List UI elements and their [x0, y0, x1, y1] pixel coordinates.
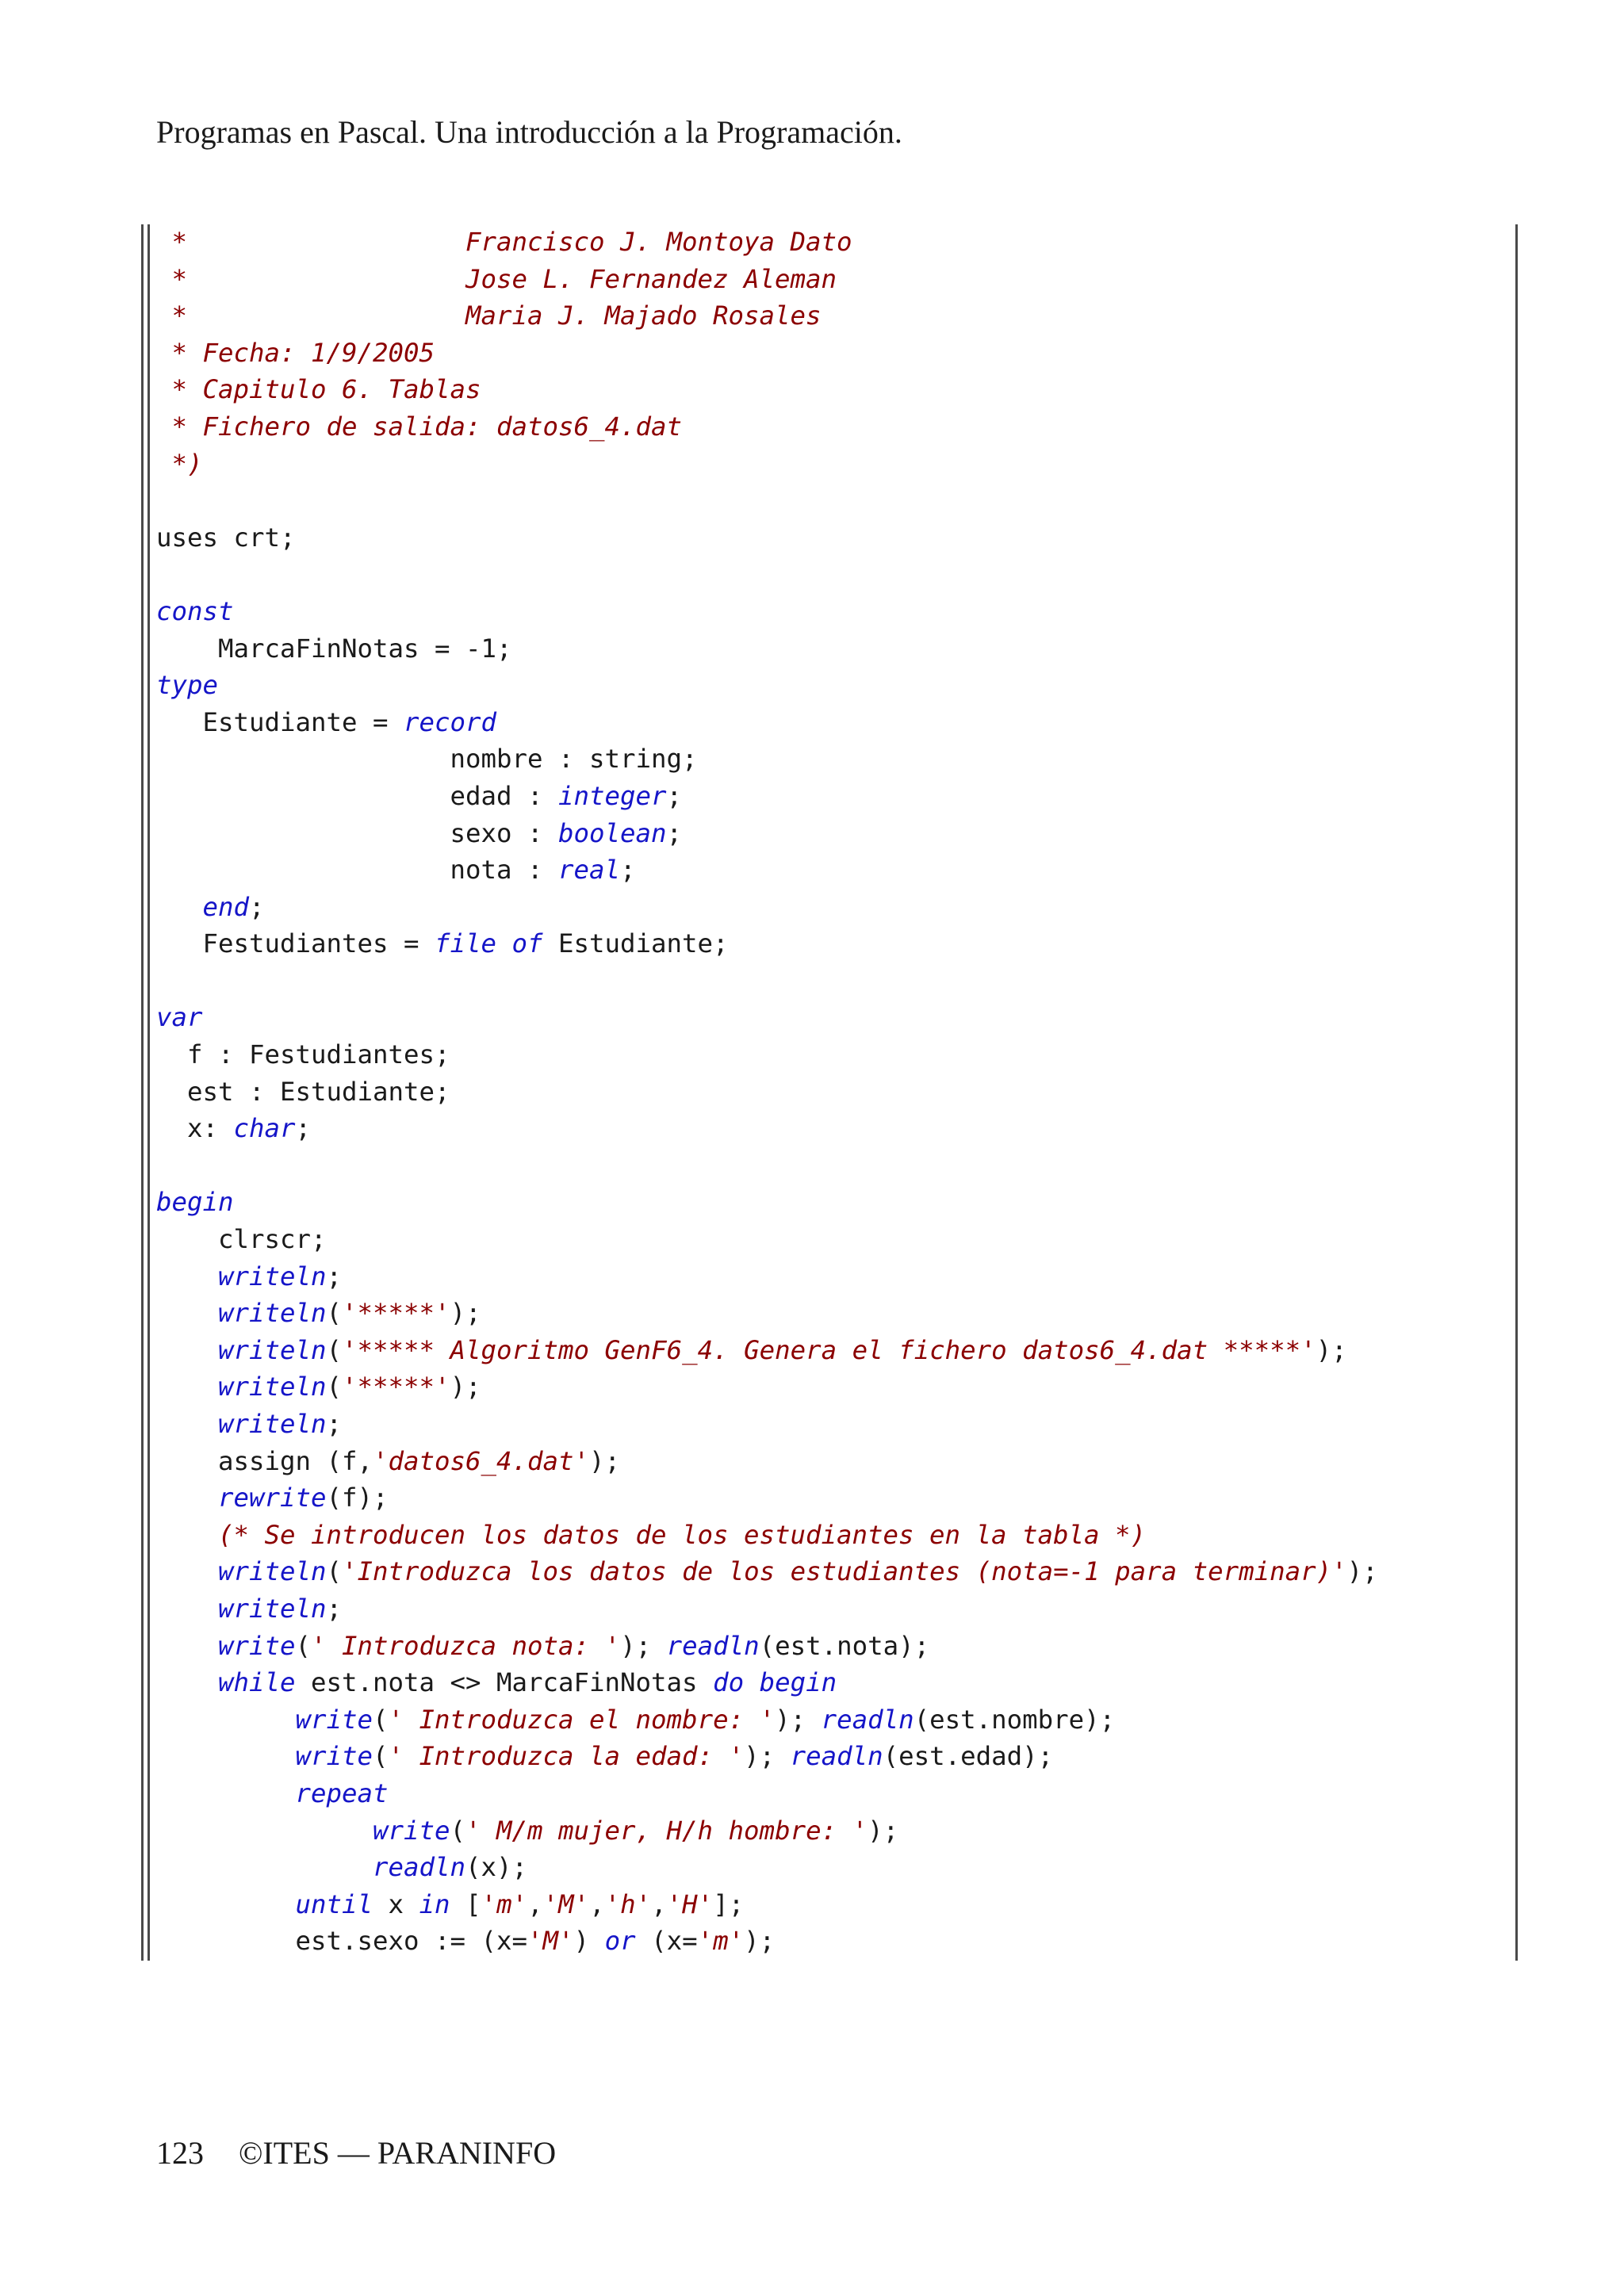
code-token: write [295, 1741, 373, 1772]
code-token: ( [450, 1815, 466, 1846]
code-token: nombre : string; [156, 744, 698, 775]
code-token: ( [295, 1630, 312, 1661]
code-token: ); [589, 1445, 621, 1476]
code-token: , [589, 1888, 605, 1919]
code-token: ; [620, 855, 636, 886]
code-line [156, 1923, 1378, 1960]
code-token: f : Festudiantes; [156, 1039, 450, 1070]
code-line [156, 740, 1378, 778]
code-token: writeln [218, 1409, 327, 1439]
code-token: edad : [156, 780, 559, 811]
code-token: x [373, 1888, 419, 1919]
code-line [156, 1295, 1378, 1332]
code-token: type [156, 670, 219, 701]
code-token [156, 1594, 218, 1624]
code-token: ( [326, 1298, 343, 1329]
code-token: ; [326, 1261, 343, 1292]
code-token: readln [373, 1852, 466, 1883]
code-line [156, 1479, 1378, 1517]
code-line [156, 1073, 1378, 1111]
code-line [156, 482, 1378, 519]
code-token: clrscr; [156, 1224, 327, 1255]
code-token: ( [326, 1334, 343, 1365]
code-token: 'Introduzca los datos de los estudiantes (nota=-1 para terminar)' [342, 1556, 1347, 1587]
code-token: uses crt; [156, 522, 296, 553]
code-token: begin [156, 1187, 234, 1218]
code-line [156, 1664, 1378, 1701]
code-token [156, 1556, 218, 1586]
code-token: ( [373, 1704, 389, 1735]
code-token: (est.edad); [883, 1741, 1054, 1772]
code-token: Estudiante = [156, 706, 404, 737]
code-token: write [295, 1704, 373, 1735]
code-token: writeln [218, 1593, 327, 1624]
code-token [156, 1298, 218, 1328]
code-token: 'H' [666, 1888, 714, 1919]
code-token: readln [790, 1741, 883, 1772]
code-token: ); [744, 1926, 776, 1957]
code-line [156, 1517, 1378, 1554]
code-token [156, 1372, 218, 1402]
code-token: ; [326, 1593, 343, 1624]
code-token: in [419, 1888, 450, 1919]
code-token: * Capitulo 6. Tablas [156, 374, 481, 405]
code-token [156, 1409, 218, 1439]
code-token: *) [156, 448, 203, 479]
code-token: boolean [558, 817, 667, 848]
code-token: est : Estudiante; [156, 1076, 450, 1107]
code-token: writeln [218, 1334, 327, 1365]
code-token: * Fecha: 1/9/2005 [156, 337, 435, 368]
code-line [156, 704, 1378, 741]
code-token: 'M' [542, 1888, 590, 1919]
code-token: ; [666, 780, 683, 811]
code-token: Festudiantes = [156, 928, 435, 959]
code-token: ); [1316, 1334, 1347, 1365]
code-token: ) [573, 1926, 605, 1957]
code-token: until [295, 1888, 373, 1919]
code-token: ' Introduzca nota: ' [311, 1630, 621, 1661]
code-line [156, 261, 1378, 298]
code-line [156, 851, 1378, 889]
code-token: integer [558, 780, 667, 811]
code-token [156, 1741, 296, 1771]
code-token: nota : [156, 855, 559, 886]
code-token [156, 1778, 296, 1808]
code-token: , [527, 1888, 543, 1919]
code-line [156, 778, 1378, 815]
code-token: , [651, 1888, 667, 1919]
code-token [156, 1631, 218, 1661]
code-line [156, 519, 1378, 557]
code-token: while [218, 1667, 296, 1698]
code-line [156, 371, 1378, 408]
code-line [156, 999, 1378, 1036]
page-number: 123 [156, 2135, 204, 2171]
code-token: (est.nota); [759, 1630, 930, 1661]
code-token [156, 1852, 373, 1882]
code-line [156, 1406, 1378, 1443]
code-token: est.sexo := (x= [156, 1926, 528, 1957]
code-token [156, 1261, 218, 1292]
code-token: writeln [218, 1298, 327, 1329]
code-token: * Jose L. Fernandez Aleman [156, 263, 837, 294]
code-line [156, 1147, 1378, 1184]
code-token: ); [868, 1815, 899, 1846]
code-line [156, 1184, 1378, 1221]
code-token: (f); [326, 1483, 389, 1513]
code-token: '*****' [342, 1298, 450, 1329]
code-line [156, 1368, 1378, 1406]
code-token: ; [295, 1113, 312, 1144]
code-token: const [156, 595, 234, 626]
code-line [156, 556, 1378, 593]
code-token: ( [326, 1372, 343, 1402]
code-token: do begin [713, 1667, 837, 1698]
code-token: ( [326, 1556, 343, 1587]
code-token: file of [435, 928, 543, 959]
code-token: ; [326, 1409, 343, 1439]
code-listing [156, 224, 1378, 1960]
code-token: assign (f, [156, 1445, 373, 1476]
code-line [156, 889, 1378, 926]
code-frame-left-rule [141, 224, 144, 1961]
code-token: char [233, 1113, 296, 1144]
code-line [156, 1036, 1378, 1073]
copyright-notice: ©ITES — PARANINFO [239, 2135, 557, 2171]
code-token: x: [156, 1113, 234, 1144]
code-token: end [202, 891, 250, 922]
code-token: ); [450, 1298, 481, 1329]
code-token: repeat [295, 1777, 389, 1808]
code-line [156, 297, 1378, 335]
code-token: ' Introduzca el nombre: ' [388, 1704, 776, 1735]
code-token: ' M/m mujer, H/h hombre: ' [465, 1815, 868, 1846]
page-footer [156, 2134, 556, 2172]
code-token: ]; [713, 1888, 745, 1919]
code-line [156, 408, 1378, 446]
code-line [156, 962, 1378, 1000]
code-line [156, 224, 1378, 261]
code-token [156, 1483, 218, 1513]
code-token: or [604, 1926, 636, 1957]
code-token: (* Se introducen los datos de los estudiantes en la tabla *) [156, 1519, 1147, 1550]
code-token: * Francisco J. Montoya Dato [156, 227, 852, 257]
code-line [156, 1775, 1378, 1812]
code-token: '***** Algoritmo GenF6_4. Genera el fichero datos6_4.dat *****' [342, 1334, 1316, 1365]
code-token [156, 892, 203, 922]
code-token: var [156, 1002, 203, 1033]
code-line [156, 1849, 1378, 1886]
code-token [156, 1667, 218, 1697]
code-line [156, 667, 1378, 704]
code-token: write [218, 1630, 296, 1661]
code-token: ); [1346, 1556, 1378, 1587]
code-token: ( [373, 1741, 389, 1772]
code-token: MarcaFinNotas = -1; [156, 633, 512, 664]
code-token: (est.nombre); [914, 1704, 1116, 1735]
code-line [156, 815, 1378, 852]
code-token: sexo : [156, 817, 559, 848]
code-token: write [373, 1815, 450, 1846]
running-header: Programas en Pascal. Una introducción a la Programación. [156, 114, 902, 150]
code-token: est.nota <> MarcaFinNotas [295, 1667, 714, 1698]
code-line [156, 1110, 1378, 1147]
code-token: 'M' [527, 1926, 574, 1957]
code-token: 'h' [604, 1888, 652, 1919]
code-token: (x= [635, 1926, 698, 1957]
code-line [156, 335, 1378, 372]
code-line [156, 446, 1378, 483]
code-token: readln [666, 1630, 760, 1661]
code-line [156, 1628, 1378, 1665]
code-token [156, 1705, 296, 1735]
code-token: 'm' [697, 1926, 745, 1957]
code-token: ); [744, 1741, 791, 1772]
code-token: '*****' [342, 1372, 450, 1402]
code-token [156, 1816, 373, 1846]
code-token: real [558, 855, 621, 886]
code-token: ); [620, 1630, 667, 1661]
code-token: rewrite [218, 1483, 327, 1513]
code-line [156, 1221, 1378, 1258]
code-token: ' Introduzca la edad: ' [388, 1741, 745, 1772]
code-token: (x); [465, 1852, 528, 1883]
code-frame-right-rule [1515, 224, 1518, 1961]
code-line [156, 593, 1378, 630]
code-token: writeln [218, 1261, 327, 1292]
code-line [156, 1332, 1378, 1369]
code-line [156, 1812, 1378, 1850]
code-frame-left-rule-inner [147, 224, 150, 1961]
code-token: [ [450, 1888, 481, 1919]
code-token: ); [775, 1704, 822, 1735]
code-token: Estudiante; [542, 928, 729, 959]
code-token: 'm' [481, 1888, 528, 1919]
code-token [156, 1335, 218, 1365]
code-line [156, 925, 1378, 962]
code-line [156, 630, 1378, 668]
code-token: writeln [218, 1372, 327, 1402]
code-line [156, 1443, 1378, 1480]
code-token: readln [821, 1704, 914, 1735]
code-line [156, 1886, 1378, 1923]
code-line [156, 1553, 1378, 1590]
code-line [156, 1738, 1378, 1775]
code-token: ; [249, 891, 265, 922]
code-token: writeln [218, 1556, 327, 1587]
code-token: * Fichero de salida: datos6_4.dat [156, 411, 683, 442]
code-token: record [404, 706, 497, 737]
code-line [156, 1258, 1378, 1295]
code-token: ); [450, 1372, 481, 1402]
code-line [156, 1701, 1378, 1739]
code-token: 'datos6_4.dat' [373, 1445, 590, 1476]
code-token: * Maria J. Majado Rosales [156, 300, 822, 331]
code-token [156, 1889, 296, 1919]
code-token: ; [666, 817, 683, 848]
code-line [156, 1590, 1378, 1628]
